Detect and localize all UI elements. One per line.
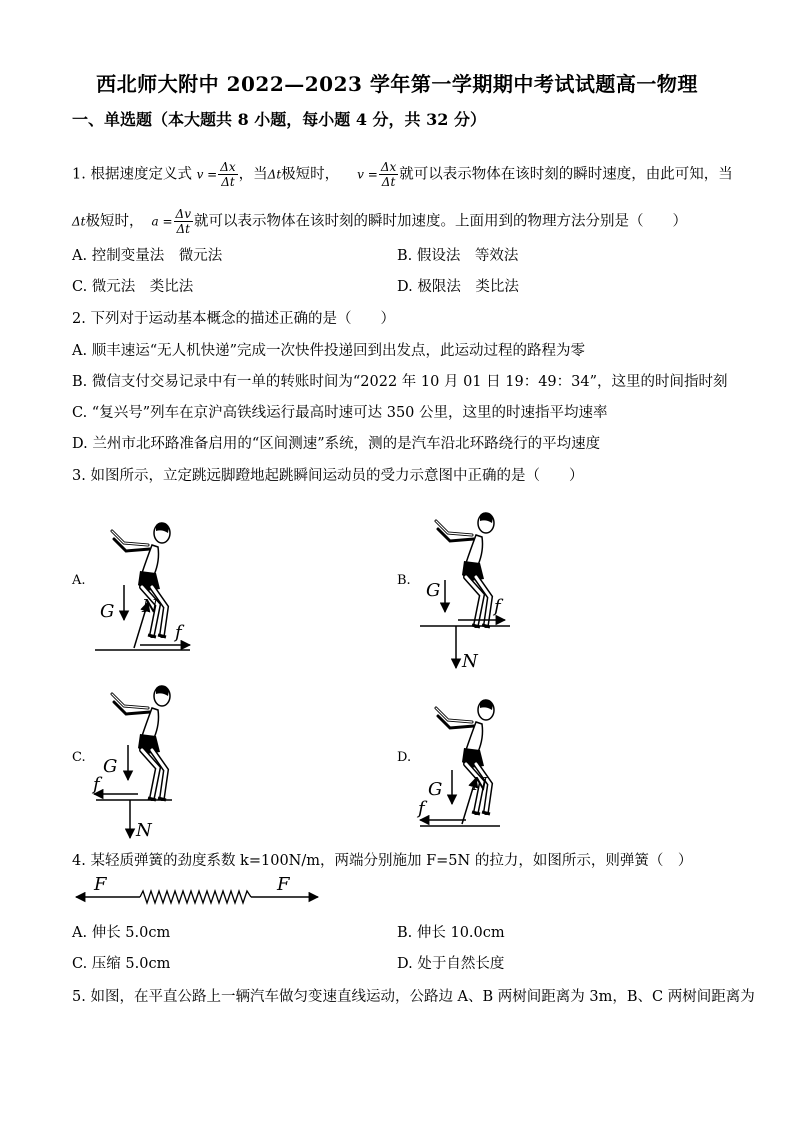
q1-text: 1. 根据速度定义式 [72,166,192,183]
q1-text: 极短时， [281,166,340,183]
q1-text: 极短时， [85,213,144,230]
q3-option-c-label[interactable]: C. [72,750,86,765]
q3-option-b-label[interactable]: B. [397,573,411,588]
figure-d [416,699,500,826]
q1-fraction-a: $\frac{\Delta v}{\Delta t}$ [175,207,191,236]
spring-coil [140,891,251,903]
q1-option-b[interactable]: B. 假设法 等效法 [397,248,519,264]
n-label: N [142,596,158,617]
q3-option-d-label[interactable]: D. [397,750,412,765]
q3-option-a-label[interactable]: A. [72,573,86,588]
q4-option-b[interactable]: B. 伸长 10.0cm [397,925,505,941]
q1-fraction-v: $\frac{\Delta x}{\Delta t}$ [220,160,236,189]
page-title: 西北师大附中 2022—2023 学年第一学期期中考试试题高一物理 [96,72,698,96]
f-label: f [93,774,100,795]
g-label: G [100,601,115,622]
n-label: N [136,820,152,841]
question-4-stem: 4. 某轻质弹簧的劲度系数 k=100N/m，两端分别施加 F=5N 的拉力，如图所示，则弹簧（ ） [72,853,693,869]
n-label: N [462,651,478,672]
figure-a [95,522,190,650]
n-label: N [472,774,488,795]
figure-c [91,685,172,841]
f-label: f [175,622,182,643]
q2-option-d[interactable]: D. 兰州市北环路准备启用的“区间测速”系统，测的是汽车沿北环路绕行的平均速度 [72,436,601,452]
q2-option-b[interactable]: B. 微信支付交易记录中有一单的转账时间为“2022 年 10 月 01 日 19：49：34”，这里的时间指时刻 [72,374,728,390]
question-3-stem: 3. 如图所示，立定跳远脚蹬地起跳瞬间运动员的受力示意图中正确的是（ ） [72,468,584,484]
f-label: f [494,596,501,617]
q4-spring-figure [76,874,318,903]
question-5-stem: 5. 如图，在平直公路上一辆汽车做匀变速直线运动，公路边 A、B 两树间距离为 3m，B、C 两树间距离为 [72,989,755,1005]
q1-option-c[interactable]: C. 微元法 类比法 [72,279,194,295]
g-label: G [428,779,443,800]
f-left-label: F [94,874,107,895]
q1-dt-var: Δt [267,167,282,182]
g-label: G [103,756,118,777]
f-right-label: F [277,874,290,895]
q4-option-c[interactable]: C. 压缩 5.0cm [72,956,171,972]
g-label: G [426,580,441,601]
q4-option-a[interactable]: A. 伸长 5.0cm [72,925,171,941]
q1-v-eq-2: v = [357,167,378,182]
q1-text: 就可以表示物体在该时刻的瞬时速度，由此可知，当 [399,166,733,183]
section-heading: 一、单选题（本大题共 8 小题，每小题 4 分，共 32 分） [72,110,486,129]
q1-dt-var-2: Δt [72,214,86,229]
question-2-stem: 2. 下列对于运动基本概念的描述正确的是（ ） [72,311,395,327]
q1-fraction-v-2: $\frac{\Delta x}{\Delta t}$ [380,160,397,189]
figure-b [420,512,510,672]
q1-option-a[interactable]: A. 控制变量法 微元法 [72,248,223,264]
q1-v-eq: v = [196,167,218,182]
q1-a-eq: a = [151,214,173,229]
q1-text: 就可以表示物体在该时刻的瞬时加速度。上面用到的物理方法分别是（ ） [193,213,687,230]
q1-option-d[interactable]: D. 极限法 类比法 [397,279,519,295]
q4-option-d[interactable]: D. 处于自然长度 [397,956,505,972]
q2-option-a[interactable]: A. 顺丰速运“无人机快递”完成一次快件投递回到出发点，此运动过程的路程为零 [72,343,586,359]
q1-text: ，当 [238,166,268,183]
f-label: f [418,798,425,819]
q2-option-c[interactable]: C. “复兴号”列车在京沪高铁线运行最高时速可达 350 公里，这里的时速指平均速率 [72,405,608,421]
